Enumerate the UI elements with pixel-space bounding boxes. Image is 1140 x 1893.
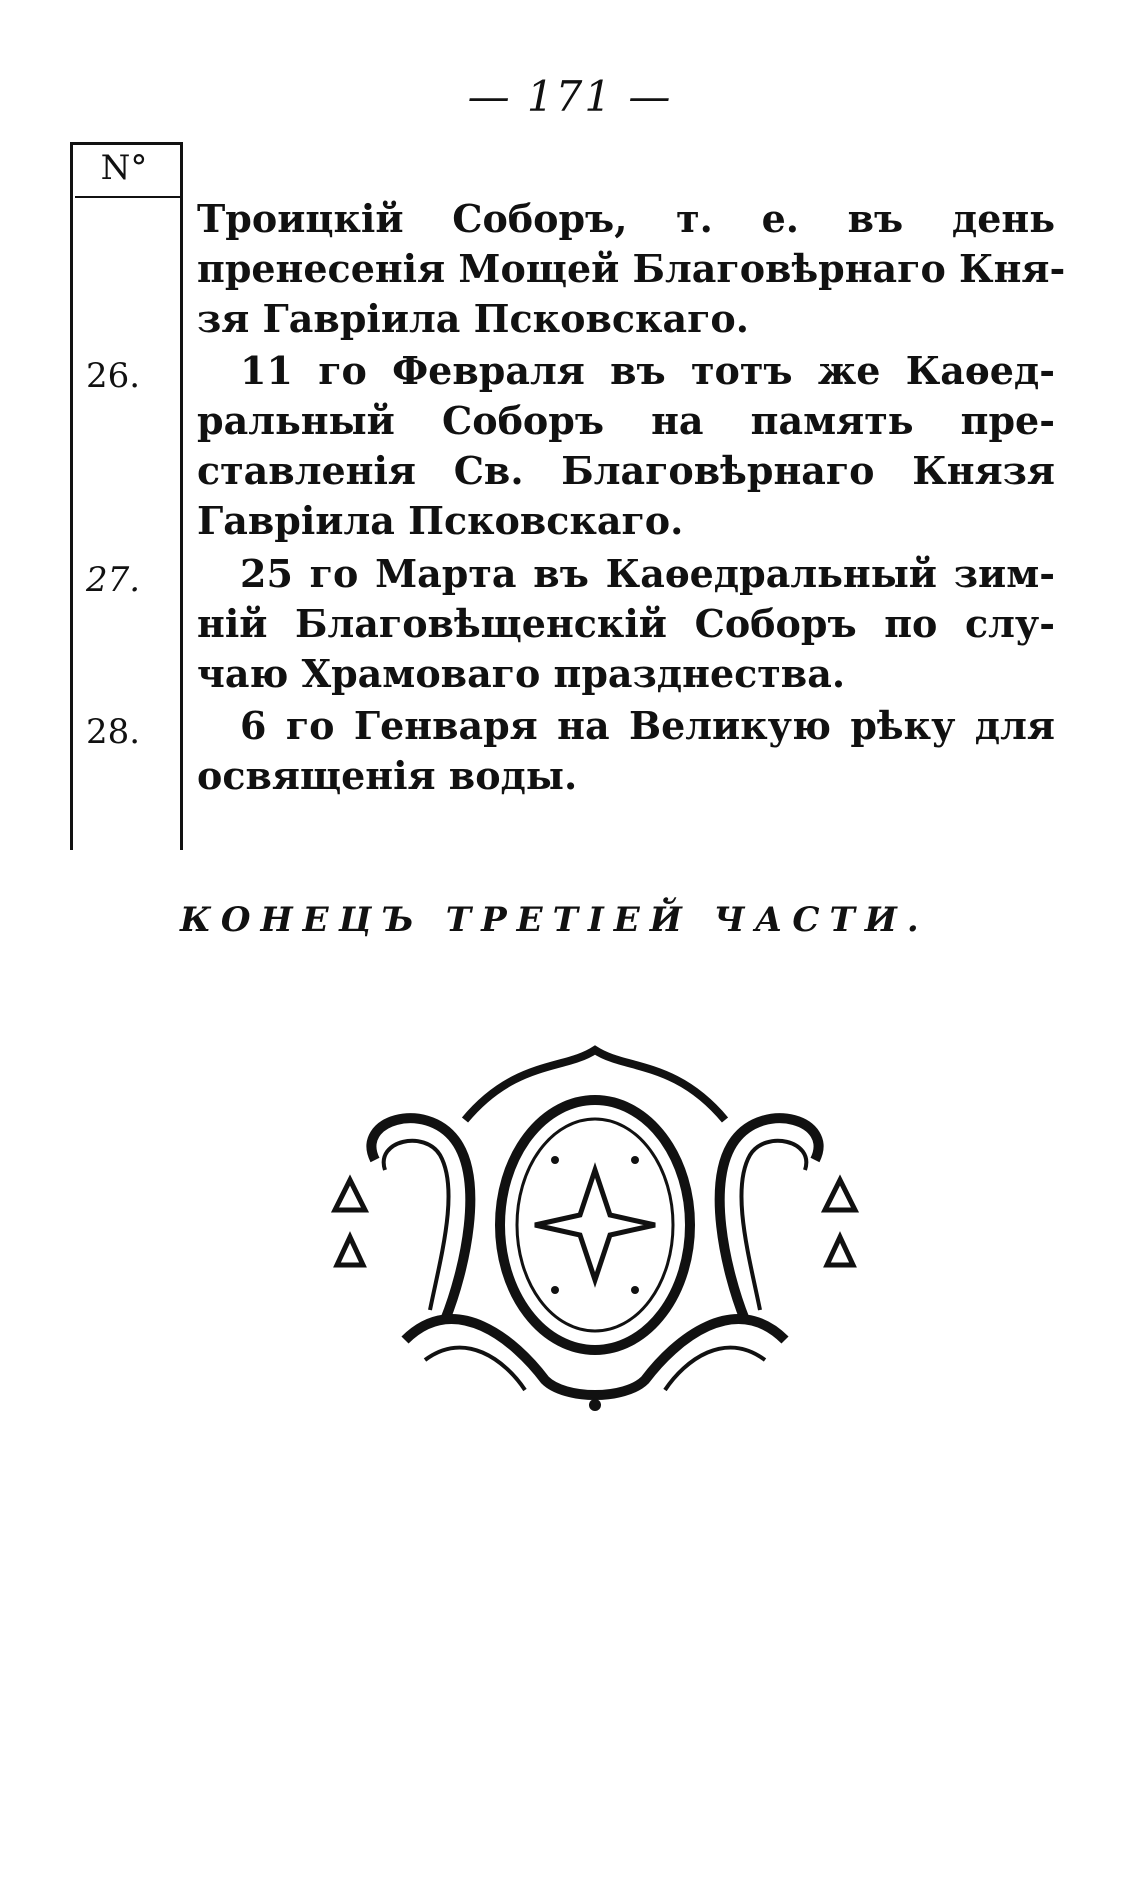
text-line: Гавріила Псковскаго. (197, 498, 684, 543)
text-line: Троицкій Соборъ, т. е. въ день (197, 196, 1055, 241)
text-line: 6 го Генваря на Великую рѣку для (240, 703, 1055, 748)
row-number: 28. (86, 712, 141, 752)
table-right-border (180, 142, 183, 850)
text-line: ставленія Св. Благовѣрнаго Князя (197, 448, 1055, 493)
number-column-header: N° (100, 148, 148, 188)
text-line: 25 го Марта въ Каѳедральный зим- (240, 551, 1055, 596)
row-number: 26. (86, 356, 141, 396)
table-left-border (70, 142, 73, 850)
ornament-vignette (315, 1040, 875, 1420)
text-line: ральный Соборъ на память пре- (197, 398, 1055, 443)
text-line: чаю Храмоваго празднества. (197, 651, 846, 696)
row-number: 27. (86, 560, 141, 600)
colophon: КОНЕЦЪ ТРЕТІЕЙ ЧАСТИ. (180, 900, 929, 940)
table-rule-header (75, 196, 180, 198)
page-header: — 171 — (467, 72, 673, 121)
text-line: ній Благовѣщенскій Соборъ по слу- (197, 601, 1055, 646)
text-line: 11 го Февраля въ тотъ же Каѳед- (240, 348, 1055, 393)
text-line: освященія воды. (197, 753, 578, 798)
table-rule-top (70, 142, 182, 145)
text-line: зя Гавріила Псковскаго. (197, 296, 749, 341)
text-line: пренесенія Мощей Благовѣрнаго Кня- (197, 246, 1066, 291)
